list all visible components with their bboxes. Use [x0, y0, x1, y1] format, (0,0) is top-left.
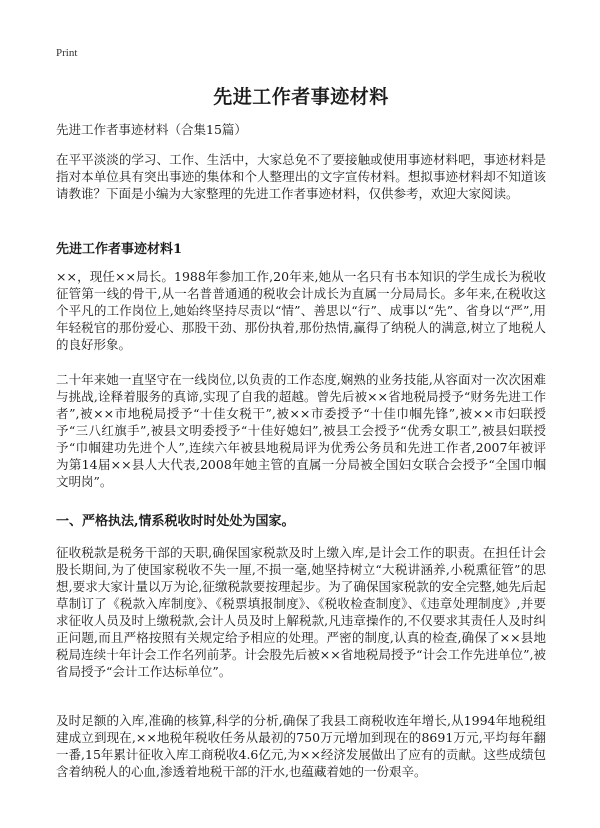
document-subtitle: 先进工作者事迹材料（合集15篇） — [56, 122, 247, 137]
intro-paragraph: 在平平淡淡的学习、工作、生活中，大家总免不了要接触或使用事迹材料吧，事迹材料是指对本单位具有突出事迹的集体和个人整理出的文字宣传材料。想拟事迹材料却不知道该请教谁？下面是小编为大家整理的先进工作者事迹材料，仅供参考，欢迎大家阅读。 — [56, 152, 546, 201]
document-title: 先进工作者事迹材料 — [213, 86, 389, 108]
section-heading-2: 一、严格执法,情系税收时时处处为国家。 — [56, 514, 295, 529]
section-heading-1: 先进工作者事迹材料1 — [56, 242, 183, 257]
paragraph-4: 及时足额的入库,准确的核算,科学的分析,确保了我县工商税收连年增长,从1994年地税组建成立到现在,××地税年税收任务从最初的750万元增加到现在的8691万元,平均每年翻一番,15年累计征收入库工商税收4.6亿元,为××经济发展做出了应有的贡献。这些成绩包含着纳税人的心血,渗透着地税干部的汗水,也蕴藏着她的一份艰辛。 — [56, 713, 546, 779]
paragraph-2: 二十年来她一直坚守在一线岗位,以负责的工作态度,娴熟的业务技能,从容面对一次次困难与挑战,诠释着服务的真谛,实现了自我的超越。曾先后被××省地税局授予“财务先进工作者”,被××市地税局授予“十佳女税干”,被××市委授予“十佳巾帼先锋”,被××市妇联授予“三八红旗手”,被县文明委授予“十佳好媳妇”,被县工会授予“优秀女职工”,被县妇联授予“巾帼建功先进个人”,连续六年被县地税局评为优秀公务员和先进工作者,2007年被评为第14届××县人大代表,2008年她主管的直属一分局被全国妇女联合会授予“全国巾帼文明岗”。 — [56, 372, 546, 489]
paragraph-1: ××，现任××局长。1988年参加工作,20年来,她从一名只有书本知识的学生成长为税收征管第一线的骨干,从一名普普通通的税收会计成长为直属一分局局长。多年来,在税收这个平凡的工作岗位上,她始终坚持尽责以“情”、善思以“行”、成事以“先”、省身以“严”,用年轻税官的那份爱心、那股干劲、那份执着,那份热情,赢得了纳税人的满意,树立了地税人的良好形象。 — [56, 269, 546, 352]
paragraph-3: 征收税款是税务干部的天职,确保国家税款及时上缴入库,是计会工作的职责。在担任计会股长期间,为了使国家税收不失一厘,不损一毫,她坚持树立“大税讲涵养,小税熏征管”的思想,要求大家计量以万为论,征缴税款要按理起步。为了确保国家税款的安全完整,她先后起草制订了《税款入库制度》、《税票填报制度》、《税收检查制度》、《违章处理制度》,并要求征收人员及时上缴税款,会计人员及时上解税款,凡违章操作的,不仅要求其责任人及时纠正问题,而且严格按照有关规定给予相应的处理。严密的制度,认真的检查,确保了××县地税局连续十年计会工作名列前茅。计会股先后被××省地税局授予“计会工作先进单位”,被省局授予“会计工作达标单位”。 — [56, 545, 546, 679]
print-link[interactable]: Print — [56, 47, 78, 59]
